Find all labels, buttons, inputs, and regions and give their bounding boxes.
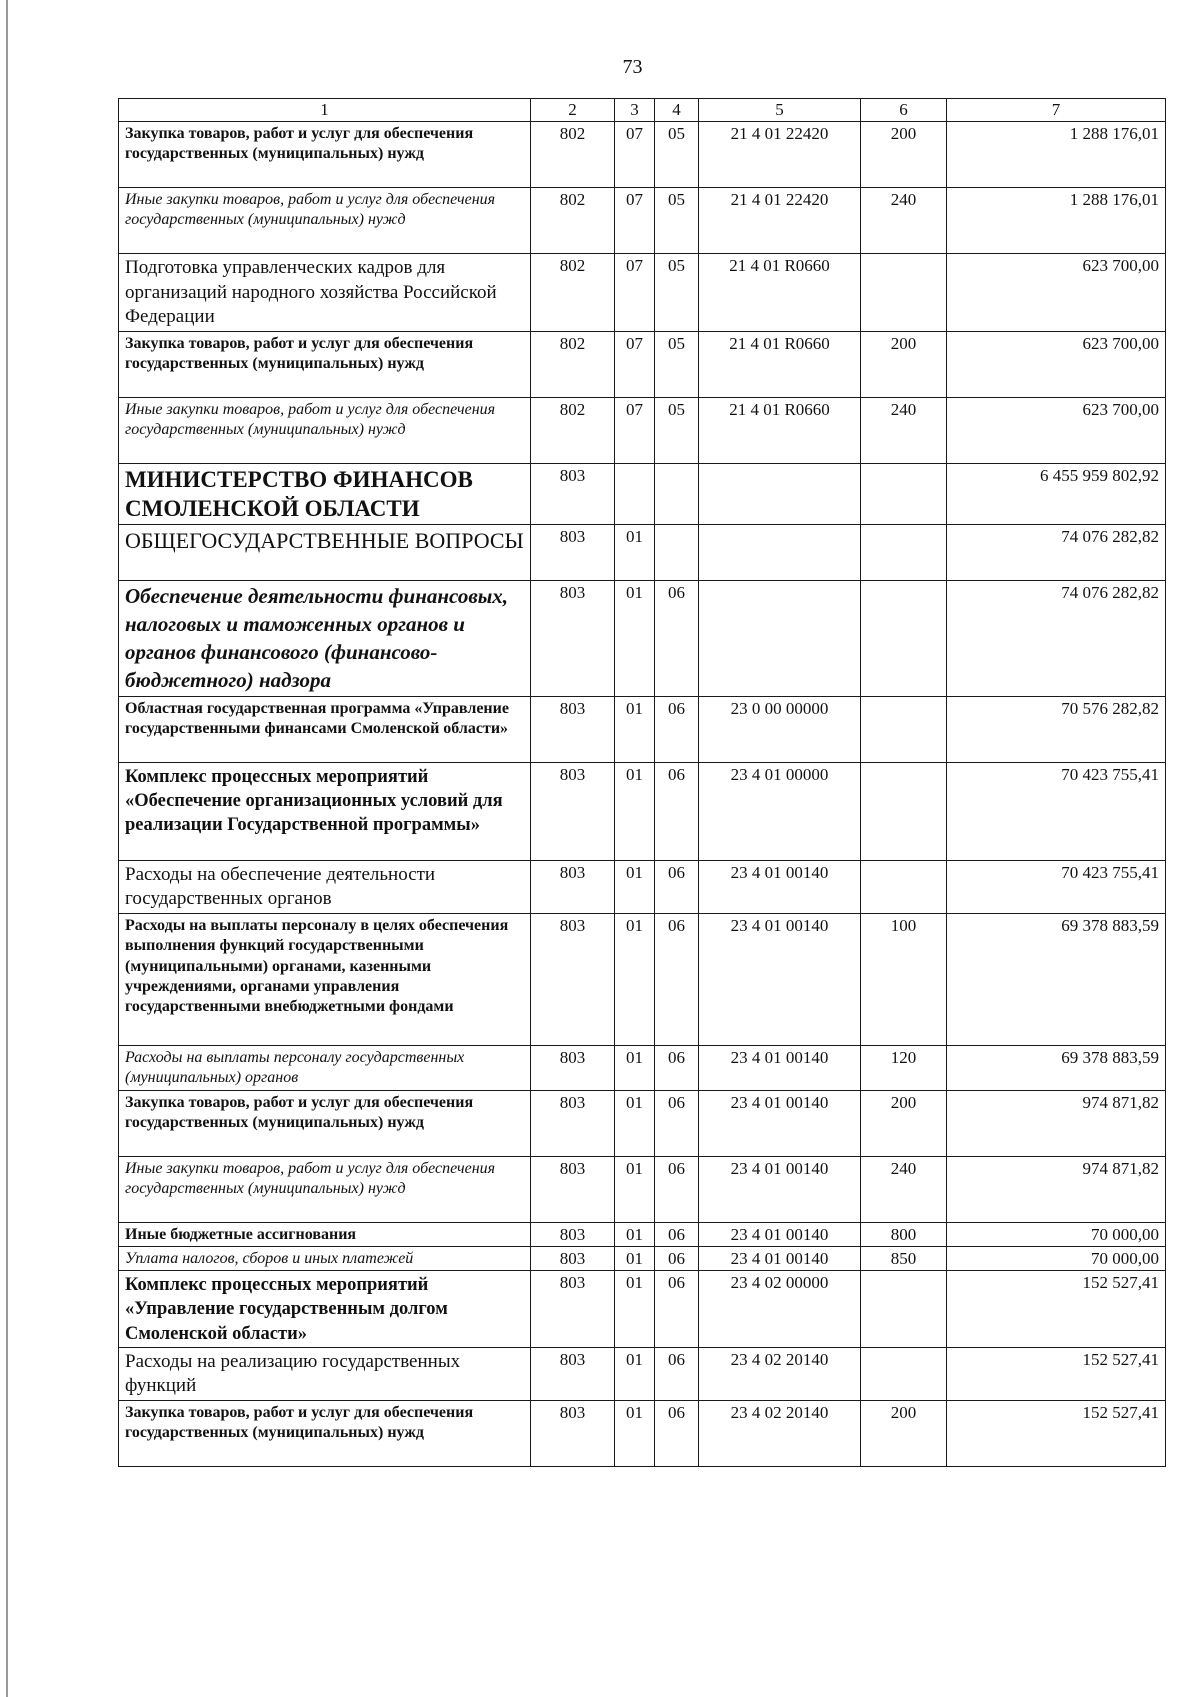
row-name-cell: Обеспечение деятельности финансовых, налоговых и таможенных органов и органов финансового (финансово-бюджетного) надзора [119,581,531,697]
table-row [119,398,1166,464]
table-row [119,332,1166,398]
amount-cell: 70 000,00 [947,1247,1166,1271]
expense-type-cell: 240 [861,398,947,464]
table-row [119,1156,1166,1222]
ministry-code-cell: 803 [531,1347,615,1400]
table-row [119,860,1166,913]
row-name-cell: Закупка товаров, работ и услуг для обеспечения государственных (муниципальных) нужд [119,332,531,398]
ministry-code-cell: 803 [531,1046,615,1091]
subsection-code-cell: 06 [655,696,699,762]
subsection-code-cell: 06 [655,1347,699,1400]
section-code-cell: 01 [615,1347,655,1400]
amount-cell: 70 423 755,41 [947,762,1166,860]
expense-type-cell: 100 [861,914,947,1046]
ministry-code-cell: 803 [531,914,615,1046]
section-code-cell: 01 [615,696,655,762]
header-col-4: 4 [655,99,699,122]
amount-cell: 74 076 282,82 [947,525,1166,581]
section-code-cell: 01 [615,860,655,913]
row-name-cell: Закупка товаров, работ и услуг для обеспечения государственных (муниципальных) нужд [119,1090,531,1156]
ministry-code-cell: 803 [531,860,615,913]
table-row [119,1347,1166,1400]
section-code-cell: 01 [615,762,655,860]
ministry-code-cell: 803 [531,1156,615,1222]
subsection-code-cell: 05 [655,398,699,464]
subsection-code-cell: 05 [655,254,699,332]
subsection-code-cell: 06 [655,581,699,697]
expense-type-cell: 200 [861,1090,947,1156]
table-row [119,581,1166,697]
target-article-cell: 23 0 00 00000 [699,696,861,762]
ministry-code-cell: 802 [531,188,615,254]
table-row [119,188,1166,254]
expense-type-cell [861,1271,947,1347]
expense-type-cell [861,762,947,860]
expense-type-cell [861,696,947,762]
row-name-cell: Иные закупки товаров, работ и услуг для обеспечения государственных (муниципальных) нужд [119,1156,531,1222]
table-row [119,1247,1166,1271]
row-name-cell: Комплекс процессных мероприятий «Обеспечение организационных условий для реализации Государственной программы» [119,762,531,860]
ministry-code-cell: 803 [531,1271,615,1347]
target-article-cell: 21 4 01 22420 [699,122,861,188]
row-name-cell: Иные закупки товаров, работ и услуг для обеспечения государственных (муниципальных) нужд [119,188,531,254]
table-row [119,1090,1166,1156]
table-body [119,122,1166,1467]
target-article-cell: 23 4 01 00140 [699,1247,861,1271]
expense-type-cell: 850 [861,1247,947,1271]
ministry-code-cell: 802 [531,254,615,332]
subsection-code-cell [655,525,699,581]
amount-cell: 69 378 883,59 [947,1046,1166,1091]
header-row [119,99,1166,122]
expense-type-cell [861,581,947,697]
expense-type-cell: 240 [861,188,947,254]
table-row [119,254,1166,332]
table-row [119,1046,1166,1091]
amount-cell: 152 527,41 [947,1271,1166,1347]
subsection-code-cell: 06 [655,1222,699,1246]
ministry-code-cell: 803 [531,525,615,581]
section-code-cell: 01 [615,581,655,697]
section-code-cell: 07 [615,254,655,332]
section-code-cell: 01 [615,1222,655,1246]
ministry-code-cell: 802 [531,122,615,188]
target-article-cell [699,464,861,525]
subsection-code-cell: 06 [655,1156,699,1222]
target-article-cell [699,525,861,581]
section-code-cell: 01 [615,914,655,1046]
target-article-cell: 23 4 01 00140 [699,914,861,1046]
table-row [119,762,1166,860]
expense-type-cell [861,525,947,581]
subsection-code-cell [655,464,699,525]
table-row [119,1271,1166,1347]
expense-type-cell [861,860,947,913]
expense-type-cell: 800 [861,1222,947,1246]
target-article-cell: 23 4 02 00000 [699,1271,861,1347]
subsection-code-cell: 05 [655,332,699,398]
amount-cell: 623 700,00 [947,254,1166,332]
scan-edge-line [6,0,8,1697]
amount-cell: 623 700,00 [947,332,1166,398]
row-name-cell: Областная государственная программа «Управление государственными финансами Смоленской области» [119,696,531,762]
section-code-cell: 01 [615,1247,655,1271]
expense-type-cell: 240 [861,1156,947,1222]
amount-cell: 152 527,41 [947,1347,1166,1400]
ministry-code-cell: 802 [531,332,615,398]
budget-table [118,98,1166,1467]
target-article-cell: 23 4 01 00140 [699,1222,861,1246]
ministry-code-cell: 803 [531,696,615,762]
subsection-code-cell: 05 [655,122,699,188]
ministry-code-cell: 803 [531,1400,615,1466]
target-article-cell: 23 4 01 00000 [699,762,861,860]
amount-cell: 74 076 282,82 [947,581,1166,697]
expense-type-cell: 200 [861,122,947,188]
table-row [119,1400,1166,1466]
expense-type-cell [861,464,947,525]
target-article-cell: 21 4 01 R0660 [699,254,861,332]
subsection-code-cell: 06 [655,762,699,860]
header-col-3: 3 [615,99,655,122]
table-row [119,122,1166,188]
subsection-code-cell: 06 [655,1247,699,1271]
amount-cell: 974 871,82 [947,1156,1166,1222]
section-code-cell: 07 [615,398,655,464]
ministry-code-cell: 803 [531,464,615,525]
target-article-cell: 23 4 01 00140 [699,1046,861,1091]
expense-type-cell [861,1347,947,1400]
amount-cell: 1 288 176,01 [947,122,1166,188]
subsection-code-cell: 06 [655,914,699,1046]
target-article-cell: 21 4 01 R0660 [699,332,861,398]
row-name-cell: Расходы на обеспечение деятельности государственных органов [119,860,531,913]
row-name-cell: Уплата налогов, сборов и иных платежей [119,1247,531,1271]
section-code-cell: 07 [615,332,655,398]
ministry-code-cell: 803 [531,1247,615,1271]
subsection-code-cell: 06 [655,1046,699,1091]
target-article-cell: 23 4 01 00140 [699,1156,861,1222]
row-name-cell: Комплекс процессных мероприятий «Управление государственным долгом Смоленской области» [119,1271,531,1347]
ministry-code-cell: 803 [531,1222,615,1246]
amount-cell: 974 871,82 [947,1090,1166,1156]
amount-cell: 6 455 959 802,92 [947,464,1166,525]
page-number: 73 [622,56,643,78]
target-article-cell: 21 4 01 22420 [699,188,861,254]
row-name-cell: Закупка товаров, работ и услуг для обеспечения государственных (муниципальных) нужд [119,1400,531,1466]
target-article-cell: 23 4 01 00140 [699,860,861,913]
table-row [119,914,1166,1046]
amount-cell: 70 423 755,41 [947,860,1166,913]
section-code-cell: 01 [615,1090,655,1156]
section-code-cell: 01 [615,1271,655,1347]
subsection-code-cell: 05 [655,188,699,254]
header-col-2: 2 [531,99,615,122]
section-code-cell: 07 [615,122,655,188]
subsection-code-cell: 06 [655,1271,699,1347]
header-col-7: 7 [947,99,1166,122]
target-article-cell: 21 4 01 R0660 [699,398,861,464]
section-code-cell [615,464,655,525]
header-col-1: 1 [119,99,531,122]
table-row [119,525,1166,581]
table-row [119,464,1166,525]
amount-cell: 70 000,00 [947,1222,1166,1246]
table-row [119,1222,1166,1246]
expense-type-cell: 120 [861,1046,947,1091]
row-name-cell: Иные бюджетные ассигнования [119,1222,531,1246]
row-name-cell: Закупка товаров, работ и услуг для обеспечения государственных (муниципальных) нужд [119,122,531,188]
ministry-code-cell: 802 [531,398,615,464]
section-code-cell: 01 [615,1046,655,1091]
target-article-cell: 23 4 02 20140 [699,1400,861,1466]
ministry-code-cell: 803 [531,1090,615,1156]
subsection-code-cell: 06 [655,860,699,913]
header-col-5: 5 [699,99,861,122]
table-row [119,696,1166,762]
expense-type-cell: 200 [861,1400,947,1466]
row-name-cell: Расходы на выплаты персоналу в целях обеспечения выполнения функций государственными (муниципальными) органами, казенными учреждениями, органами управления государственными внебюджетными фондами [119,914,531,1046]
amount-cell: 623 700,00 [947,398,1166,464]
section-code-cell: 01 [615,525,655,581]
expense-type-cell [861,254,947,332]
amount-cell: 70 576 282,82 [947,696,1166,762]
target-article-cell [699,581,861,697]
section-code-cell: 01 [615,1400,655,1466]
target-article-cell: 23 4 01 00140 [699,1090,861,1156]
section-code-cell: 07 [615,188,655,254]
ministry-code-cell: 803 [531,762,615,860]
amount-cell: 69 378 883,59 [947,914,1166,1046]
subsection-code-cell: 06 [655,1090,699,1156]
row-name-cell: ОБЩЕГОСУДАРСТВЕННЫЕ ВОПРОСЫ [119,525,531,581]
expense-type-cell: 200 [861,332,947,398]
section-code-cell: 01 [615,1156,655,1222]
row-name-cell: МИНИСТЕРСТВО ФИНАНСОВ СМОЛЕНСКОЙ ОБЛАСТИ [119,464,531,525]
row-name-cell: Расходы на выплаты персоналу государственных (муниципальных) органов [119,1046,531,1091]
row-name-cell: Иные закупки товаров, работ и услуг для обеспечения государственных (муниципальных) нужд [119,398,531,464]
subsection-code-cell: 06 [655,1400,699,1466]
header-col-6: 6 [861,99,947,122]
ministry-code-cell: 803 [531,581,615,697]
row-name-cell: Подготовка управленческих кадров для организаций народного хозяйства Российской Федерации [119,254,531,332]
row-name-cell: Расходы на реализацию государственных функций [119,1347,531,1400]
amount-cell: 152 527,41 [947,1400,1166,1466]
target-article-cell: 23 4 02 20140 [699,1347,861,1400]
amount-cell: 1 288 176,01 [947,188,1166,254]
